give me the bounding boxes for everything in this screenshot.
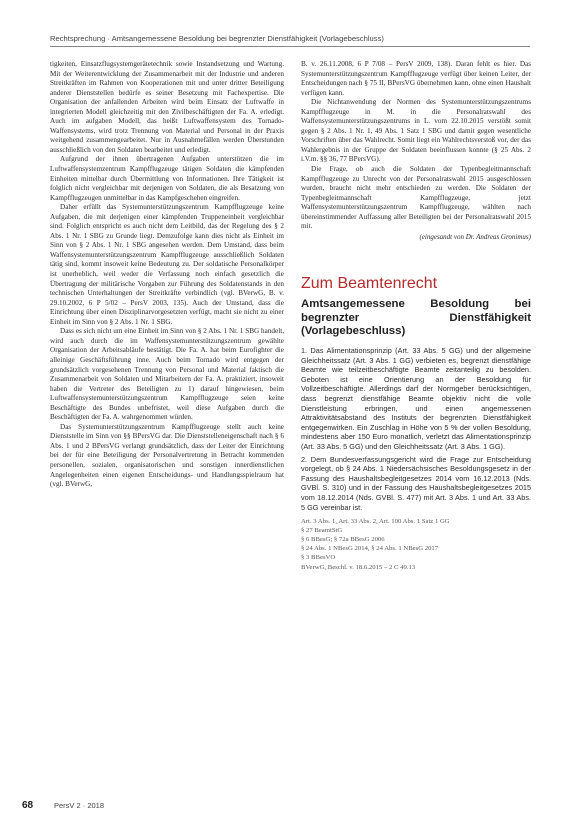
leitsatz-item: 2. Dem Bundesverfassungsgericht wird die Frage zur Entscheidung vorgelegt, ob § 24 Abs. 1 Niedersächsisches Besoldungsgesetz in der Fassung des Haushaltsbegleitgesetzes 2014 vom 16.12.2013 (Nds. GVBl. S. 310) und in der Fassung des Haushaltsbegleitgesetzes 2015 vom 18.12.2014 (Nds. GVBl. S. 477) mit Art. 3 Abs. 1 und Art. 33 Abs. 5 GG vereinbar ist. xyxy=(301,454,531,512)
page-number: 68 xyxy=(22,800,34,811)
paragraph: Dass es sich nicht um eine Einheit im Sinn von § 2 Abs. 1 Nr. 1 SBG handelt, wird auch durch die im Waffensystemunterstützungszentrum gewählte Organisation der Arbeitsabläufe bestätigt. Die Fa. A. hat beim Eurofighter die alleinige Geschäftsführung inne. Auch beim Tornado wird entgegen der grundsätzlich vorgesehenen Trennung von Personal und Material faktisch die Zusammenarbeit von Soldaten und Mitarbeitern der Fa. A. praktiziert, insoweit haben die Vertreter des Beteiligten zu 1) darauf hingewiesen, beim Luftwaffensystemunterstützungszentrum Kampfflugzeuge seien keine Beschäftigte des Bundes unbefristet, weil diese Aufgaben durch die Beschäftigten der Fa. A. wahrgenommen würden. xyxy=(50,327,284,422)
leitsatz-item: 1. Das Alimentationsprinzip (Art. 33 Abs. 5 GG) und der allgemeine Gleichheitssatz (Art. 3 Abs. 1 GG) verbieten es, begrenzt dienstfähige Beamte wie teilzeitbeschäftigte Beamte zeitanteilig zu besolden. Geboten ist eine Orientierung an der Besoldung für Vollzeitbeschäftigte. Allerdings darf der Normgeber berücksichtigen, dass begrenzt dienstfähige Beamte objektiv nicht die volle Dienstleistung erbringen, und einen angemessenen Attraktivitätsabstand des Instituts der begrenzten Dienstfähigkeit entgegenwirken. Ein Zuschlag in Höhe von 5 % der vollen Besoldung, mindestens aber 150 Euro monatlich, verletzt das Alimentationsprinzip (Art. 33 Abs. 5 GG) und den Gleichheitssatz (Art. 3 Abs. 1 GG). xyxy=(301,346,531,451)
paragraph: tigkeiten, Einsatzflugsystemgerätetechnik sowie Instandsetzung und Wartung. Mit der Weiterentwicklung der Zusammenarbeit mit der Industrie und anderen Streitkräften im Rahmen von Kooperationen mit und unter dritter Beteiligung anderer Dienststellen bedürfe es seiner Besetzung mit Fachexpertise. Die Organisation der anfallenden Arbeiten wird beim Einsatz der Luftwaffe in integrierten Modell gleichzeitig mit den Zivilbeschäftigten der Fa. A. erledigt. Auch im aufgaben Modell, das heißt Luftwaffensystem des Tornado-Waffensystems, wird trotz Trennung von Material und Personal in der Praxis weitgehend zusammengearbeitet. Nur in Ausnahmefällen werden Überstunden ausschließlich von den Soldaten bearbeitet und erledigt. xyxy=(50,60,284,154)
norm-citations xyxy=(301,517,531,572)
article-title: Amtsangemessene Besoldung bei begrenzter Dienstfähigkeit (Vorlagebeschluss) xyxy=(301,298,531,337)
paragraph: Die Nichtanwendung der Normen des Systemunterstützungszentrums Kampfflugzeuge in M. in die Personalratswahl des Waffensystemunterstützungszentrums in L. vom 22.10.2015 verstößt somit gegen § 2 Abs. 1 Nr. 1, 49 Abs. 1 Satz 1 SBG und damit gegen wesentliche Vorschriften über das Wahlrecht. Somit liegt ein Wahlrechtsverstoß vor, der das Wahlergebnis in der Gruppe der Soldaten beeinflussen konnte (§ 25 Abs. 2 i.V.m. §§ 36, 77 BPersVG). xyxy=(301,98,531,164)
header-rule xyxy=(50,46,530,47)
paragraph: Aufgrund der ihnen übertragenen Aufgaben unterstützen die im Luftwaffensystemzentrum Kampfflugzeuge tätigen Soldaten die kämpfenden Einheiten mittelbar durch Übermittlung von Informationen. Ihre Tätigkeit ist folglich nicht vergleichbar mit derjenigen von Soldaten, die als Besatzung von Kampfflugzeugen unmittelbar in das Kampfgeschehen eingreifen. xyxy=(50,155,284,202)
citation-line: § 6 BBesG; § 72a BBesG 2006 xyxy=(301,536,385,544)
citation-line: § 24 Abs. 1 NBesG 2014, § 24 Abs. 1 NBesG 2017 xyxy=(301,545,439,553)
paragraph: Die Frage, ob auch die Soldaten der Typenbegleitmannschaft Kampfflugzeuge zu Unrecht von der Personalratswahl 2015 ausgeschlossen wurden, braucht nicht mehr entschieden zu werden. Die Soldaten der Typenbegleitmannschaft Kampfflugzeuge, jetzt Waffensystemunterstützungszentrum Kampfflugzeuge, wählten nach übereinstimmender Auffassung aller Beteiligten bei der Personalratswahl 2015 mit. xyxy=(301,165,531,231)
paragraph: B. v. 26.11.2008, 6 P 7/08 – PersV 2009, 138). Daran fehlt es hier. Das Systemunterstützungszentrum Kampfflugzeuge verfügt über keinen Leiter, der Entscheidungen nach § 75 II, BPersVG übernehmen kann, ohne einen Haushalt verfügen kann. xyxy=(301,60,531,97)
section-heading: Zum Beamtenrecht xyxy=(301,275,438,293)
running-header: Rechtsprechung · Amtsangemessene Besoldung bei begrenzter Dienstfähigkeit (Vorlagebeschluss) xyxy=(50,34,384,43)
citation-line: § 3 BBesVO xyxy=(301,554,336,562)
citation-line: Art. 3 Abs. 1, Art. 33 Abs. 2, Art. 100 Abs. 1 Satz 1 GG xyxy=(301,518,450,526)
paragraph: Daher erfüllt das Systemunterstützungszentrum Kampfflugzeuge keine Aufgaben, die mit derjenigen einer kämpfenden Truppeneinheit vergleichbar sind. Folglich entspricht es auch nicht dem Leitbild, das der Regelung des § 2 Abs. 1 Nr. 1 SBG zu Grunde liegt. Demzufolge kann dies nicht als Einheit im Sinn von § 2 Abs. 1 Nr. 1 SBG angesehen werden. Dem Umstand, dass beim Waffensystemunterstützungszentrum Kampfflugzeuge ausschließlich Soldaten tätig sind, kommt insoweit keine Bedeutung zu. Der soldatische Personalkörper ist unerheblich, weil weder die Verfassung noch einfach gesetzlich die Übertragung der militärische Vorgaben zur Führung des Soldatenstands in den technischen Unterhaltungen der Streitkräfte verbindlich (vgl. BVerwG, B. v. 29.10.2002, 6 P 5/02 – PersV 2003, 135). Auch der Umstand, dass die Einrichtung über einen Disziplinarvorgesetzten verfügt, macht sie nicht zu einer Einheit im Sinn von § 2 Abs. 1 Nr. 1 SBG. xyxy=(50,203,284,326)
leitsaetze xyxy=(301,346,531,512)
right-column xyxy=(301,60,531,572)
journal-issue: PersV 2 · 2018 xyxy=(54,801,105,810)
left-column xyxy=(50,60,284,490)
citation-line: § 27 BeamtStG xyxy=(301,527,343,535)
author-signature: (eingesandt von Dr. Andreas Gronimus) xyxy=(419,232,531,241)
paragraph: Das Systemunterstützungszentrum Kampfflugzeuge stellt auch keine Dienststelle im Sinn von §§ BPersVG dar. Die Dienststelleneigenschaft nach § 6 Abs. 1 und 2 BPersVG verlangt grundsätzlich, dass der Leiter der Einrichtung bei der für eine Beteiligung der Personalvertretung in Betracht kommenden personellen, sozialen, organisatorischen und sonstigen innerdienstlichen Angelegenheiten einen eigenen Entscheidungs- und Handlungsspielraum hat (vgl. BVerwG, xyxy=(50,422,284,489)
citation-line: BVerwG, Beschl. v. 18.6.2015 – 2 C 49.13 xyxy=(301,563,416,571)
